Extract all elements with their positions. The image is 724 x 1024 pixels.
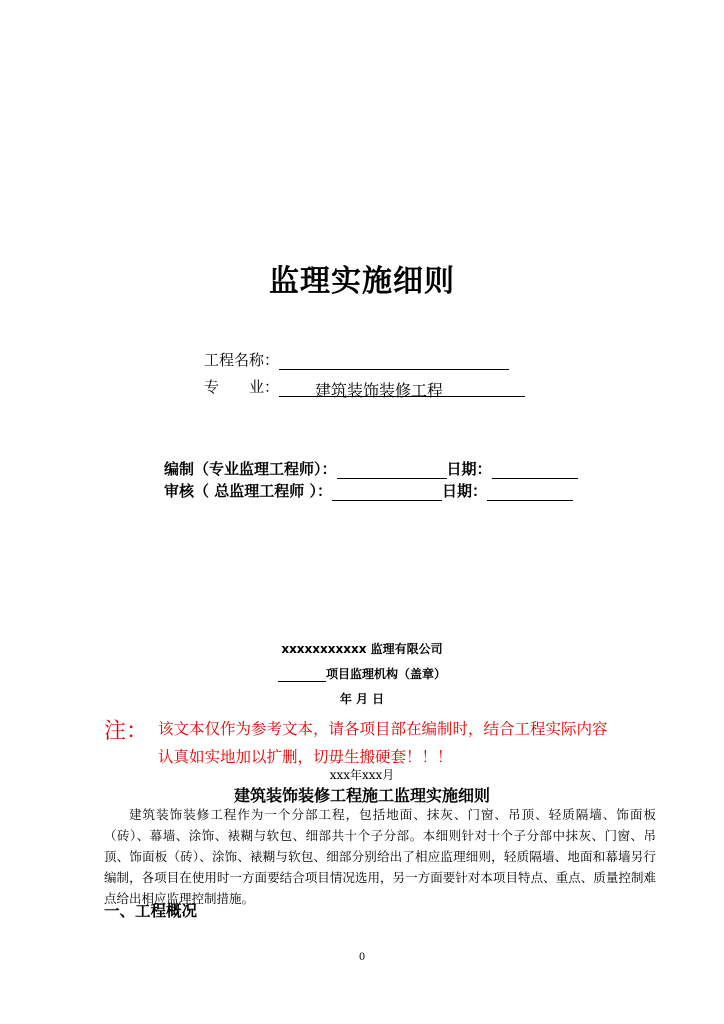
intro-paragraph: 建筑装饰装修工程作为一个分部工程，包括地面、抹灰、门窗、吊顶、轻质隔墙、饰面板（砖）、幕墙、涂饰、裱糊与软包、细部共十个子分部。本细则针对十个子分部中抹灰、门窗、吊顶、饰面板（砖）、涂饰、裱糊与软包、细部分别给出了相应监理细则，轻质隔墙、地面和幕墙另行编制，各项目在使用时一方面要结合项目情况选用，另一方面要针对本项目特点、重点、质量控制难点给出相应监理控制措施。 — [104, 807, 656, 906]
review-label: 审核（ 总监理工程师 ）： — [164, 482, 332, 500]
company-date: 年 月 日 — [339, 692, 385, 706]
compile-date-blank — [492, 460, 578, 479]
review-row — [164, 480, 573, 501]
review-date-blank — [487, 482, 573, 501]
review-signature-blank — [332, 482, 442, 501]
company-name: xxxxxxxxxxx 监理有限公司 — [281, 642, 443, 656]
compile-label: 编制（专业监理工程师）： — [164, 460, 337, 478]
compile-signature-blank — [337, 460, 447, 479]
specialty-row — [204, 376, 525, 400]
project-org-label: 项目监理机构（盖章） — [325, 667, 446, 681]
project-name-row — [204, 349, 509, 370]
compile-date-label: 日期： — [446, 460, 492, 478]
project-name-label: 工程名称： — [204, 351, 280, 369]
specialty-blank — [279, 378, 525, 400]
section-heading: 一、工程概况 — [104, 902, 198, 920]
compile-row — [164, 458, 578, 479]
project-org-row — [0, 665, 724, 682]
note-mark: 注： — [104, 719, 149, 744]
specialty-label: 专 业： — [204, 378, 280, 396]
project-name-blank — [279, 351, 509, 370]
specialty-value: 建筑装饰装修工程 — [315, 381, 444, 400]
month-line: xxx年xxx月 — [329, 768, 395, 782]
note-line-2: 认真如实地加以扩删，切毋生搬硬套！！！ — [158, 748, 453, 766]
subtitle: 建筑装饰装修工程施工监理实施细则 — [233, 786, 490, 805]
note-line-1: 该文本仅作为参考文本，请各项目部在编制时，结合工程实际内容 — [158, 720, 608, 738]
page-number: 0 — [358, 952, 366, 963]
project-name-value — [279, 351, 315, 370]
review-date-label: 日期： — [441, 482, 487, 500]
project-org-blank — [278, 667, 326, 682]
document-title: 监理实施细则 — [269, 264, 455, 299]
